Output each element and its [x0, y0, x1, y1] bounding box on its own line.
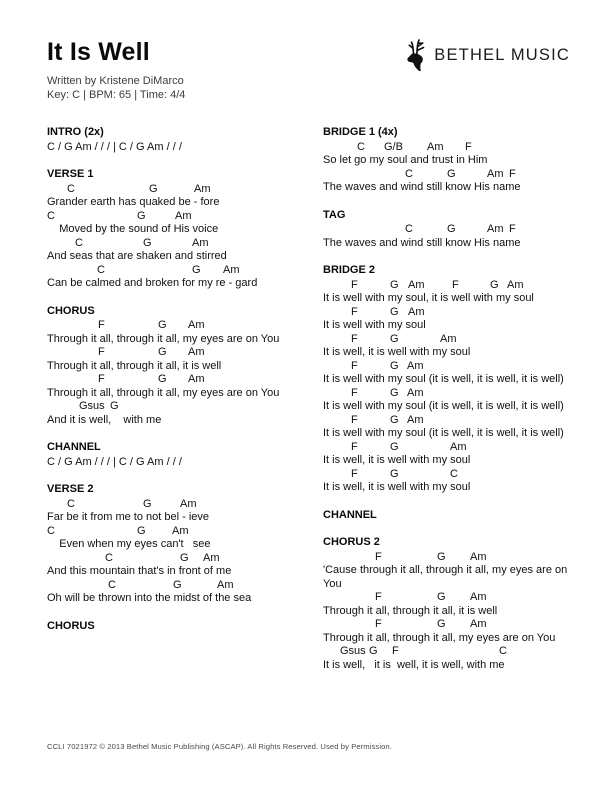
chord: Am: [223, 263, 240, 276]
chord-line: [323, 306, 572, 320]
chord: C: [97, 263, 105, 276]
chord-line: [47, 237, 323, 251]
chord: F: [509, 167, 516, 180]
chord: C: [75, 236, 83, 249]
chord: Am: [487, 223, 504, 235]
lyric-line: Oh will be thrown into the midst of the sea: [47, 592, 252, 604]
chord: Am: [507, 278, 524, 291]
chord: F: [375, 591, 382, 603]
section-title: CHANNEL: [47, 441, 101, 453]
chord: F: [351, 440, 358, 453]
chord-line: [323, 360, 572, 374]
chord: C: [105, 551, 113, 564]
chord: G: [110, 400, 119, 412]
chord: C: [357, 140, 365, 153]
lyric-line: Can be calmed and broken for my re - gard: [47, 277, 258, 289]
chord: G: [390, 359, 399, 372]
chord: G: [447, 223, 456, 235]
chord: G: [390, 332, 399, 345]
section-title: CHORUS: [47, 304, 95, 317]
lyric-line: Through it all, through it all, my eyes are on You: [47, 332, 280, 345]
chord-line: [323, 468, 572, 482]
chord: G: [490, 278, 499, 291]
deer-icon: [401, 38, 428, 72]
chord: Am: [188, 346, 205, 358]
section-channel: [323, 509, 572, 523]
chord: Am: [427, 140, 444, 153]
section-chorus: [47, 305, 323, 428]
column-right: [323, 126, 572, 686]
chord: Gsus: [340, 645, 366, 657]
chord-line: [323, 645, 572, 659]
section-verse-2: [47, 483, 323, 606]
chord: C: [405, 167, 413, 180]
chord: C: [67, 497, 75, 510]
chord: G/B: [384, 140, 403, 153]
chord: Am: [217, 578, 234, 591]
section-title: CHANNEL: [323, 508, 377, 521]
chord-line: [323, 279, 572, 293]
chord-progression-line: C / G Am / / / | C / G Am / / /: [47, 140, 182, 153]
chord: C: [450, 467, 458, 480]
lyric-line: It is well with my soul: [323, 319, 426, 331]
chord: Am: [172, 524, 189, 537]
chord: F: [351, 359, 358, 372]
chord: C: [67, 182, 75, 195]
section-intro-2x: [47, 126, 323, 154]
chord-line: [323, 618, 572, 632]
chord: F: [351, 305, 358, 318]
section-title: BRIDGE 1 (4x): [323, 126, 398, 138]
chord: F: [98, 346, 105, 358]
section-tag: [323, 209, 572, 251]
chord: G: [437, 591, 446, 603]
chord: Am: [470, 618, 487, 630]
chord: Am: [408, 278, 425, 291]
chord-line: [47, 210, 323, 224]
chord: F: [98, 319, 105, 331]
chord: C: [47, 209, 55, 222]
lyric-line: Moved by the sound of His voice: [47, 223, 219, 235]
chord: Am: [192, 236, 209, 249]
chord: Am: [180, 497, 197, 510]
lyric-line: It is well with my soul, it is well with my soul: [323, 292, 534, 304]
chord: Am: [408, 305, 425, 318]
chord: F: [351, 467, 358, 480]
section-title: INTRO (2x): [47, 126, 104, 138]
chord: Am: [175, 209, 192, 222]
chord: Am: [407, 359, 424, 372]
copyright-footer: CCLI 7021972 © 2013 Bethel Music Publishing (ASCAP). All Rights Reserved. Used by Permission.: [47, 742, 392, 751]
chord-line: [47, 400, 323, 414]
chord-line: [47, 264, 323, 278]
chord-line: [323, 168, 572, 182]
section-chorus: [47, 620, 323, 634]
chord-line: [47, 552, 323, 566]
chord-progression-line: C / G Am / / / | C / G Am / / /: [47, 455, 182, 468]
chord: G: [143, 236, 152, 249]
section-channel: [47, 441, 323, 469]
chord-line: [323, 441, 572, 455]
section-title: VERSE 1: [47, 168, 94, 180]
lyric-line: It is well with my soul (it is well, it is well, it is well): [323, 373, 564, 385]
section-bridge-1-4x: [323, 126, 572, 195]
chord-line: [323, 387, 572, 401]
chord-line: [47, 498, 323, 512]
chord: F: [98, 373, 105, 385]
chord: G: [158, 319, 167, 331]
song-keyline: Key: C | BPM: 65 | Time: 4/4: [47, 89, 186, 101]
chord: G: [390, 278, 399, 291]
chord: Am: [470, 550, 487, 563]
chord: F: [392, 645, 399, 657]
lyric-line: It is well with my soul (it is well, it is well, it is well): [323, 427, 564, 439]
chord: Am: [188, 373, 205, 385]
chord: G: [158, 346, 167, 358]
chord: F: [351, 278, 358, 291]
chord: G: [390, 467, 399, 480]
chord: Am: [188, 319, 205, 331]
chord-line: [47, 319, 323, 333]
chord-line: [47, 579, 323, 593]
section-chorus-2: [323, 536, 572, 672]
lyric-line: Through it all, through it all, my eyes are on You: [47, 386, 280, 399]
chord: G: [149, 182, 158, 195]
lyric-line: It is well with my soul (it is well, it is well, it is well): [323, 400, 564, 412]
section-bridge-2: [323, 264, 572, 495]
chord: G: [437, 618, 446, 630]
chord: C: [108, 578, 116, 591]
chord: C: [47, 524, 55, 537]
chord-line: [323, 333, 572, 347]
lyric-line: The waves and wind still know His name: [323, 236, 521, 249]
lyric-line: It is well, it is well with my soul: [323, 454, 471, 466]
lyric-line: It is well, it is well, it is well, with me: [323, 658, 505, 671]
chord: G: [143, 497, 152, 510]
lyric-line: The waves and wind still know His name: [323, 181, 521, 193]
lyric-line: And this mountain that's in front of me: [47, 565, 232, 577]
chord: Gsus: [79, 400, 105, 412]
chord: G: [192, 263, 201, 276]
chord: F: [509, 223, 516, 235]
chord: G: [390, 386, 399, 399]
song-title: It Is Well: [47, 38, 150, 66]
song-columns: [47, 126, 572, 686]
chord: F: [375, 550, 382, 563]
chord: G: [390, 413, 399, 426]
lyric-line: Far be it from me to not bel - ieve: [47, 511, 210, 523]
chord: F: [351, 386, 358, 399]
chord: Am: [407, 386, 424, 399]
column-left: [47, 126, 323, 686]
lyric-line: 'Cause through it all, through it all, my eyes are on You: [323, 564, 571, 590]
lyric-line: Through it all, through it all, my eyes are on You: [323, 631, 556, 644]
chord: Am: [407, 413, 424, 426]
lyric-line: Even when my eyes can't see: [47, 538, 211, 550]
chord: G: [447, 167, 456, 180]
chord: G: [369, 645, 378, 657]
chord: F: [351, 332, 358, 345]
chord: F: [452, 278, 459, 291]
chord: F: [351, 413, 358, 426]
logo-wordmark: BETHEL MUSIC: [434, 45, 570, 64]
chord: G: [137, 524, 146, 537]
chord: G: [390, 440, 399, 453]
section-title: BRIDGE 2: [323, 264, 375, 276]
section-verse-1: [47, 168, 323, 291]
chord: F: [375, 618, 382, 630]
lyric-line: Through it all, through it all, it is well: [47, 359, 222, 372]
chord: Am: [203, 551, 220, 564]
chord: Am: [470, 591, 487, 603]
section-title: CHORUS 2: [323, 536, 380, 548]
chord: G: [390, 305, 399, 318]
lyric-line: Through it all, through it all, it is well: [323, 604, 498, 617]
chord: F: [465, 140, 472, 153]
chord-line: [323, 223, 572, 237]
chord: C: [499, 645, 507, 657]
song-byline: Written by Kristene DiMarco: [47, 75, 184, 87]
lyric-line: It is well, it is well with my soul: [323, 346, 471, 358]
chord-line: [323, 141, 572, 155]
song-meta: [47, 34, 185, 102]
lyric-line: And it is well, with me: [47, 413, 162, 426]
chord-line: [47, 373, 323, 387]
section-title: TAG: [323, 208, 346, 221]
chord: Am: [487, 167, 504, 180]
chord: G: [158, 373, 167, 385]
bethel-music-logo: [401, 38, 570, 72]
chord: G: [180, 551, 189, 564]
masthead: [47, 34, 572, 102]
lyric-line: So let go my soul and trust in Him: [323, 154, 488, 166]
chord-line: [47, 525, 323, 539]
chord-line: [323, 551, 572, 565]
chord: G: [173, 578, 182, 591]
chord: Am: [450, 440, 467, 453]
chord: Am: [194, 182, 211, 195]
chord-line: [47, 183, 323, 197]
section-title: CHORUS: [47, 619, 95, 632]
section-title: VERSE 2: [47, 483, 94, 495]
chord: Am: [440, 332, 457, 345]
chord: C: [405, 223, 413, 235]
lyric-line: And seas that are shaken and stirred: [47, 250, 227, 262]
chord-line: [323, 414, 572, 428]
lyric-line: It is well, it is well with my soul: [323, 481, 471, 493]
chord-line: [47, 346, 323, 360]
chord: G: [137, 209, 146, 222]
chord: G: [437, 550, 446, 563]
lyric-line: Grander earth has quaked be - fore: [47, 196, 220, 208]
chord-line: [323, 591, 572, 605]
